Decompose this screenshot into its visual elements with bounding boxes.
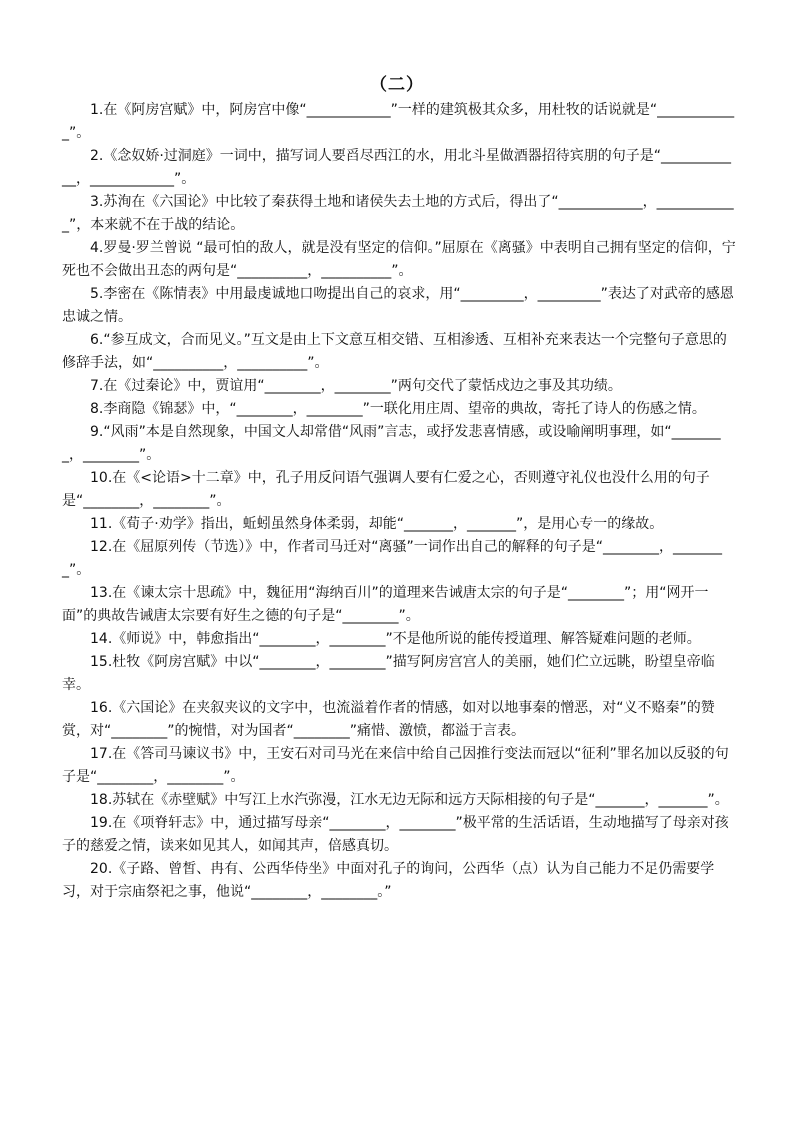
question-item: 9.“风雨”本是自然现象，中国文人却常借“风雨”言志，或抒发悲喜情感，或设喻阐明事理，如“________，________”。 [62,424,721,463]
question-item: 1.在《阿房宫赋》中，阿房宫中像“____________”一样的建筑极其众多，用杜牧的话说就是“____________”。 [62,102,735,141]
question-item: 6.“参互成文，合而见义。”互文是由上下文意互相交错、互相渗透、互相补充来表达一个完整句子意思的修辞手法，如“__________，__________”。 [62,332,727,371]
question-item: 12.在《屈原列传（节选）》中，作者司马迁对“离骚”一词作出自己的解释的句子是“________，________”。 [62,539,723,578]
question-item: 7.在《过秦论》中，贾谊用“________，________”两句交代了蒙恬戍边之事及其功绩。 [90,378,622,394]
question-item: 5.李密在《陈情表》中用最虔诚地口吻提出自己的哀求，用“_________，_________”表达了对武帝的感恩忠诚之情。 [62,286,734,325]
question-item: 4.罗曼·罗兰曾说 “最可怕的敌人，就是没有坚定的信仰。”屈原在《离骚》中表明自己拥有坚定的信仰，宁死也不会做出丑态的两句是“__________，__________”。 [62,240,736,279]
question-item: 2.《念奴娇·过洞庭》一词中，描写词人要舀尽西江的水，用北斗星做酒器招待宾朋的句子是“____________，____________”。 [62,148,732,187]
question-item: 19.在《项脊轩志》中，通过描写母亲“________，________”极平常的生活话语，生动地描写了母亲对孩子的慈爱之情，读来如见其人，如闻其声，倍感真切。 [62,815,729,854]
question-list [62,99,736,904]
question-item: 8.李商隐《锦瑟》中，“________，________”一联化用庄周、望帝的典故，寄托了诗人的伤感之情。 [90,401,706,417]
question-item: 14.《师说》中，韩愈指出“________，________”不是他所说的能传授道理、解答疑难问题的老师。 [90,631,701,647]
question-item: 17.在《答司马谏议书》中，王安石对司马光在来信中给自己因推行变法而冠以“征利”罪名加以反驳的句子是“________，________”。 [62,746,729,785]
question-item: 10.在《<论语>十二章》中，孔子用反问语气强调人要有仁爱之心，否则遵守礼仪也没什么用的句子是“________，________”。 [62,470,710,509]
question-item: 18.苏轼在《赤壁赋》中写江上水汽弥漫，江水无边无际和远方天际相接的句子是“_______，_______”。 [90,792,729,808]
section-title: （二） [370,75,424,95]
question-item: 11.《荀子·劝学》指出，蚯蚓虽然身体柔弱，却能“_______，_______”，是用心专一的缘故。 [90,516,664,532]
question-item: 20.《子路、曾皙、冉有、公西华侍坐》中面对孔子的询问，公西华（点）认为自己能力不足仍需要学习，对于宗庙祭祀之事，他说“________，________。” [62,861,715,900]
question-item: 13.在《谏太宗十思疏》中，魏征用“海纳百川”的道理来告诫唐太宗的句子是“________”；用“网开一面”的典故告诫唐太宗要有好生之德的句子是“________”。 [62,585,709,624]
question-item: 3.苏洵在《六国论》中比较了秦获得土地和诸侯失去土地的方式后，得出了“____________，____________”，本来就不在于战的结论。 [62,194,734,233]
question-item: 15.杜牧《阿房宫赋》中以“________，________”描写阿房宫宫人的美丽，她们伫立远眺，盼望皇帝临幸。 [62,654,715,693]
question-item: 16.《六国论》在夹叙夹议的文字中，也流溢着作者的情感，如对以地事秦的憎恶，对“义不赂秦”的赞赏，对“________”的惋惜，对为国者“________”痛惜、激愤，都溢于言表。 [62,700,715,739]
